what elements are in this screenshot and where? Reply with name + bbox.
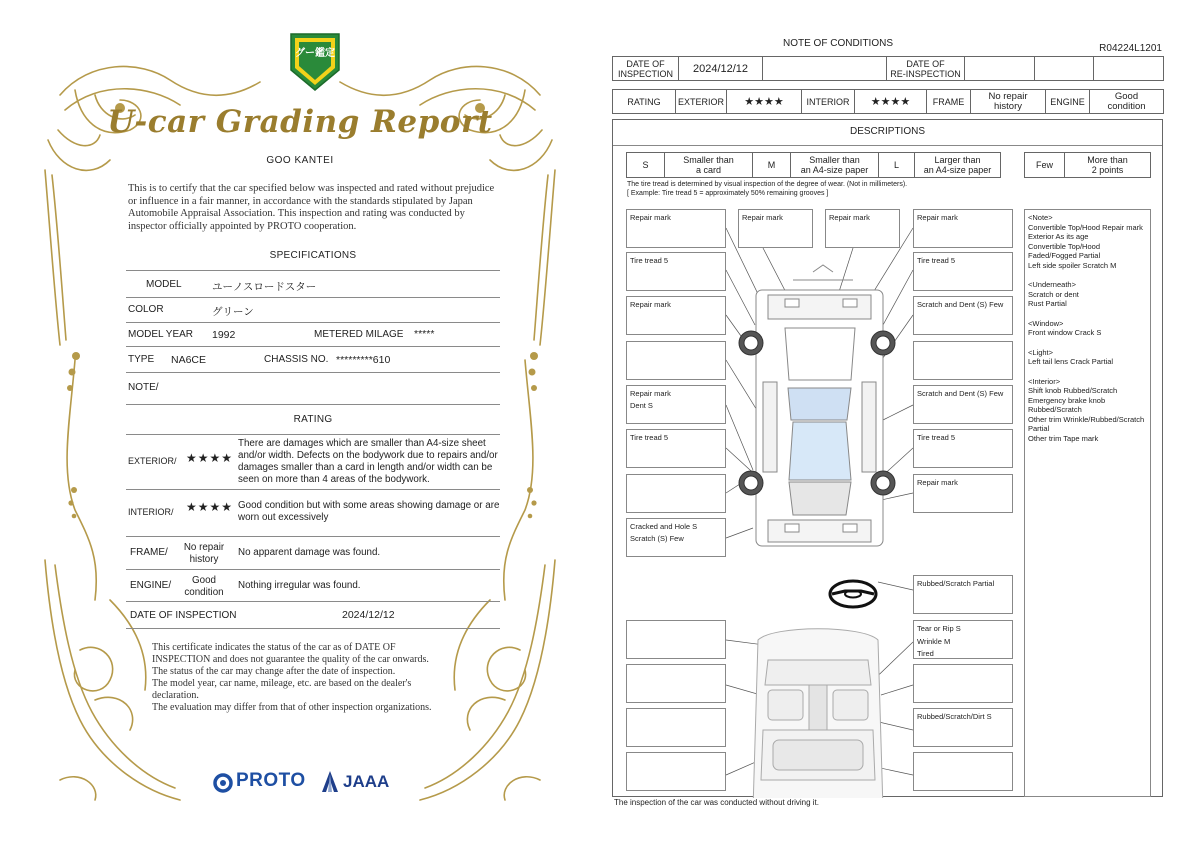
goo-kantei-badge-icon (285, 30, 345, 94)
note-line: Other trim Tape mark (1028, 433, 1099, 443)
color-label: COLOR (128, 304, 164, 315)
condition-box-interior-right-4 (913, 752, 1013, 791)
note-line: Emergency brake knob Rubbed/Scratch (1028, 395, 1106, 414)
engine-value-line-1: Good (192, 575, 216, 586)
condition-box-interior-right-2 (913, 664, 1013, 703)
condition-box-interior-left-2 (626, 664, 726, 703)
note-line: Rust Partial (1028, 299, 1067, 308)
note-line: Exterior As its age (1028, 232, 1089, 241)
note-heading: <Underneath> (1028, 280, 1076, 289)
date-of-inspection-value: 2024/12/12 (342, 609, 395, 621)
note-heading: <Note> (1028, 213, 1053, 222)
box-line: Tired (917, 649, 934, 658)
exterior-description: There are damages which are smaller than A4-size sheet and/or width. Defects on the bodywork due to repairs and/or damages smaller than a card in length and/or width can be seen on more than 4 areas of the bodywork. (238, 438, 498, 485)
divider (126, 489, 500, 490)
re-inspection-label (887, 57, 965, 81)
footnote-line: The status of the car may change after the date of inspection. (152, 666, 396, 677)
value-line: Good (1114, 90, 1139, 102)
legend-line: Smaller than (683, 155, 734, 165)
divider (126, 322, 500, 323)
steering-wheel-icon (830, 581, 876, 607)
note-label: NOTE/ (128, 382, 159, 393)
car-interior-icon (753, 629, 883, 798)
note-line: Scratch or dent (1028, 289, 1079, 299)
label-line: INSPECTION (617, 68, 673, 79)
condition-box-left-1: Repair mark (626, 209, 726, 248)
frame-value-line-2: history (189, 554, 219, 565)
box-line: Dent S (630, 401, 653, 410)
label-line: RE-INSPECTION (890, 68, 961, 79)
divider (126, 628, 500, 629)
condition-box-left-5 (626, 385, 726, 424)
model-label: MODEL (146, 279, 182, 290)
chassis-label: CHASSIS NO. (264, 354, 329, 365)
box-line: Tear or Rip S (917, 624, 961, 633)
condition-box-left-4 (626, 341, 726, 380)
descriptions-heading: DESCRIPTIONS (849, 126, 925, 137)
frame-value-line-1: No repair (183, 542, 225, 553)
footnote-line: The model year, car name, mileage, etc. are based on the dealer's (152, 678, 412, 689)
condition-box-right-1: Repair mark (913, 209, 1013, 248)
note-line: Front window Crack S (1028, 328, 1102, 337)
note-line: Shift knob Rubbed/Scratch (1028, 386, 1118, 395)
divider (126, 601, 500, 602)
engine-description: Nothing irregular was found. (238, 580, 361, 591)
condition-box-interior-left-1 (626, 620, 726, 659)
divider (126, 297, 500, 298)
divider (126, 434, 500, 435)
frame-value (176, 542, 232, 566)
value-line: history (994, 100, 1022, 112)
engine-label: ENGINE (1046, 90, 1090, 114)
type-label: TYPE (128, 354, 155, 365)
frame-label: FRAME/ (130, 547, 168, 558)
note-heading: <Light> (1028, 347, 1054, 357)
badge-label: グー鑑定 (295, 48, 335, 59)
interior-stars: ★★★★ (186, 500, 234, 514)
empty-cell (1035, 57, 1094, 81)
footnote-line: The evaluation may differ from that of other inspection organizations. (152, 702, 432, 713)
rating-table (612, 89, 1164, 114)
note-line: Left side spoiler Scratch M (1028, 260, 1117, 270)
proto-logo-icon (212, 772, 234, 794)
empty-cell (763, 57, 887, 81)
legend-few: Few (1025, 153, 1065, 178)
rating-heading: RATING (293, 414, 333, 425)
notes-block-light (1028, 348, 1147, 367)
frame-value (971, 90, 1046, 114)
condition-box-right-7: Repair mark (913, 474, 1013, 513)
certificate-footnote (152, 642, 492, 714)
legend-m: M (753, 153, 791, 178)
exterior-stars: ★★★★ (727, 90, 802, 114)
jaaa-logo-icon (320, 770, 340, 794)
engine-value (176, 575, 232, 599)
note-line: Left tail lens Crack Partial (1028, 357, 1114, 366)
value-line: condition (1107, 100, 1146, 112)
legend-line: a card (695, 165, 721, 175)
note-line: Convertible Top/Hood Faded/Fogged Partial (1028, 241, 1101, 260)
certificate-intro: This is to certify that the car specified below was inspected and rated without prejudice or influence in a fair manner, in accordance with the standards stipulated by Japan Automobile Appraisal Association. This inspection and rating was conducted by inspector officially appointed by PROTO cooperation. (128, 183, 495, 232)
descriptions-panel (612, 119, 1163, 797)
footnote-line: declaration. (152, 690, 199, 701)
notes-block-window (1028, 319, 1147, 338)
certificate-subtitle: GOO KANTEI (266, 155, 334, 166)
legend-line: an A4-size paper (923, 165, 992, 175)
jaaa-logo-text: JAAA (343, 772, 390, 791)
exterior-label: EXTERIOR (676, 90, 727, 114)
divider (126, 372, 500, 373)
date-of-inspection-label: DATE OF INSPECTION (130, 610, 237, 621)
car-top-view-icon (756, 265, 883, 546)
box-line: Cracked and Hole S (630, 522, 698, 531)
divider (126, 346, 500, 347)
color-value: グリーン (212, 306, 254, 318)
note-heading: <Interior> (1028, 376, 1061, 386)
legend-line: More than (1087, 155, 1128, 165)
legend-line: an A4-size paper (800, 165, 869, 175)
condition-box-right-6: Tire tread 5 (913, 429, 1013, 468)
interior-label: INTERIOR/ (128, 507, 174, 517)
note-of-conditions (612, 38, 1164, 812)
condition-box-steering: Rubbed/Scratch Partial (913, 575, 1013, 614)
condition-box-right-4 (913, 341, 1013, 380)
notes-block-interior (1028, 377, 1147, 444)
value-line: No repair (988, 90, 1028, 102)
chassis-value: *********610 (336, 354, 391, 366)
notes-block-underneath (1028, 280, 1147, 309)
divider (126, 404, 500, 405)
box-line: Repair mark (630, 389, 671, 398)
certificate-title: U-car Grading Report (107, 104, 493, 140)
re-inspection-value (965, 57, 1035, 81)
footnote-line: This certificate indicates the status of the car as of DATE OF (152, 642, 396, 653)
model-value: ユーノスロードスター (212, 281, 317, 293)
engine-value-line-2: condition (184, 587, 224, 598)
condition-box-interior-right-3: Rubbed/Scratch/Dirt S (913, 708, 1013, 747)
metered-mileage-label: METERED MILAGE (314, 329, 404, 340)
condition-box-top-3: Repair mark (825, 209, 900, 248)
notes-block-note (1028, 213, 1147, 270)
interior-stars: ★★★★ (855, 90, 927, 114)
engine-value (1090, 90, 1164, 114)
specifications-heading: SPECIFICATIONS (269, 250, 357, 261)
exterior-label: EXTERIOR/ (128, 456, 177, 466)
divider (126, 536, 500, 537)
condition-box-right-2: Tire tread 5 (913, 252, 1013, 291)
condition-box-left-7 (626, 474, 726, 513)
note-line: Other trim Wrinkle/Rubbed/Scratch Partial (1028, 414, 1145, 433)
legend-line: Larger than (934, 155, 981, 165)
condition-box-left-2: Tire tread 5 (626, 252, 726, 291)
interior-description: Good condition but with some areas showing damage or are worn out excessively (238, 500, 500, 523)
interior-label: INTERIOR (802, 90, 855, 114)
proto-logo-text: PROTO (236, 770, 306, 791)
condition-box-right-3: Scratch and Dent (S) Few (913, 296, 1013, 335)
note-line: Convertible Top/Hood Repair mark (1028, 222, 1143, 232)
inspection-footnote: The inspection of the car was conducted without driving it. (614, 798, 819, 807)
legend-line: Smaller than (809, 155, 860, 165)
divider (126, 569, 500, 570)
empty-cell (1094, 57, 1164, 81)
condition-box-right-5: Scratch and Dent (S) Few (913, 385, 1013, 424)
label-line: DATE OF (626, 58, 665, 69)
engine-label: ENGINE/ (130, 580, 172, 591)
model-year-value: 1992 (212, 329, 236, 341)
box-line: Wrinkle M (917, 636, 951, 646)
legend-s: S (627, 153, 665, 178)
footnote-line: INSPECTION and does not guarantee the quality of the car onwards. (152, 654, 429, 665)
date-of-inspection-label (613, 57, 679, 81)
condition-box-interior-left-3 (626, 708, 726, 747)
report-id: R04224L1201 (1099, 43, 1162, 54)
model-year-label: MODEL YEAR (128, 329, 194, 340)
note-heading: <Window> (1028, 318, 1064, 328)
condition-box-left-8 (626, 518, 726, 557)
report-title: NOTE OF CONDITIONS (783, 38, 893, 49)
condition-box-interior-left-4 (626, 752, 726, 791)
tire-note-line: [ Example: Tire tread 5 = approximately 50% remaining grooves ] (627, 190, 829, 197)
box-line: Scratch (S) Few (630, 534, 684, 543)
condition-box-top-2: Repair mark (738, 209, 813, 248)
rating-label: RATING (613, 90, 676, 114)
frame-description: No apparent damage was found. (238, 547, 381, 558)
frame-label: FRAME (927, 90, 971, 114)
notes-panel (1024, 209, 1151, 797)
condition-box-interior-right-1 (913, 620, 1013, 659)
inspection-dates-table (612, 56, 1164, 81)
condition-box-left-3: Repair mark (626, 296, 726, 335)
date-of-inspection-value: 2024/12/12 (679, 57, 763, 81)
metered-mileage-value: ***** (414, 328, 435, 340)
condition-box-left-6: Tire tread 5 (626, 429, 726, 468)
legend-line: 2 points (1091, 165, 1124, 175)
label-line: DATE OF (906, 58, 945, 69)
divider (126, 270, 500, 271)
exterior-stars: ★★★★ (186, 451, 234, 465)
type-value: NA6CE (171, 354, 207, 366)
legend-l: L (879, 153, 915, 178)
tire-note-line: The tire tread is determined by visual inspection of the degree of wear. (Not in millimeters). (627, 181, 908, 188)
